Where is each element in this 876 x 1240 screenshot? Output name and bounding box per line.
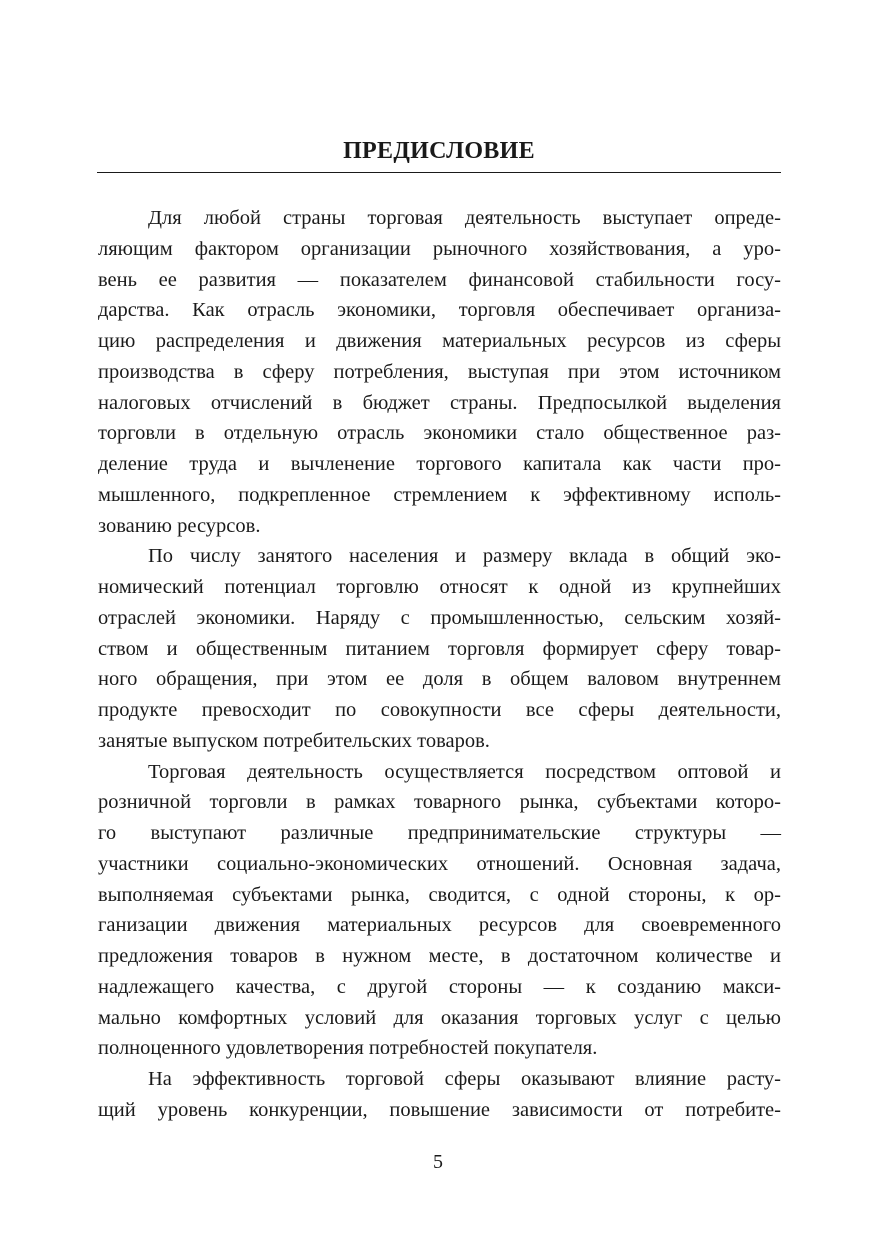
page-number: 5 xyxy=(433,1151,443,1173)
text-line: ного обращения, при этом ее доля в общем валовом внутреннем xyxy=(98,668,781,691)
text-line: производства в сферу потребления, выступая при этом источником xyxy=(98,360,781,383)
text-line: щий уровень конкуренции, повышение зависимости от потребите- xyxy=(98,1098,781,1121)
text-line: зованию ресурсов. xyxy=(98,514,261,537)
text-line: ством и общественным питанием торговля формирует сферу товар- xyxy=(98,637,781,660)
text-line: предложения товаров в нужном месте, в достаточном количестве и xyxy=(98,945,781,967)
text-line: го выступают различные предпринимательские структуры — xyxy=(98,822,781,844)
text-line: налоговых отчислений в бюджет страны. Предпосылкой выделения xyxy=(98,391,781,414)
text-line: надлежащего качества, с другой стороны — к созданию макси- xyxy=(98,975,781,998)
text-line: полноценного удовлетворения потребностей покупателя. xyxy=(98,1037,598,1060)
text-line: отраслей экономики. Наряду с промышленностью, сельским хозяй- xyxy=(98,606,781,629)
text-line: розничной торговли в рамках товарного рынка, субъектами которо- xyxy=(98,791,781,814)
text-line: мально комфортных условий для оказания торговых услуг с целью xyxy=(98,1006,781,1029)
text-line: выполняемая субъектами рынка, сводится, с одной стороны, к ор- xyxy=(98,883,781,906)
text-line: дарства. Как отрасль экономики, торговля обеспечивает организа- xyxy=(98,299,781,322)
text-line: мышленного, подкрепленное стремлением к эффективному исполь- xyxy=(98,483,781,506)
text-line: деление труда и вычленение торгового капитала как части про- xyxy=(98,453,781,475)
text-line: продукте превосходит по совокупности все сферы деятельности, xyxy=(98,699,781,721)
text-line: Торговая деятельность осуществляется посредством оптовой и xyxy=(148,760,781,783)
page-title: ПРЕДИСЛОВИЕ xyxy=(343,138,535,164)
text-line: вень ее развития — показателем финансовой стабильности госу- xyxy=(98,268,781,291)
text-line: ляющим фактором организации рыночного хозяйствования, а уро- xyxy=(98,237,781,260)
text-line: номический потенциал торговлю относят к одной из крупнейших xyxy=(98,576,781,598)
text-line: На эффективность торговой сферы оказывают влияние расту- xyxy=(148,1068,781,1090)
text-line: торговли в отдельную отрасль экономики стало общественное раз- xyxy=(98,422,781,445)
text-line: участники социально-экономических отношений. Основная задача, xyxy=(98,852,781,875)
text-line: цию распределения и движения материальных ресурсов из сферы xyxy=(98,330,781,352)
text-line: ганизации движения материальных ресурсов для своевременного xyxy=(98,914,781,937)
text-line: По числу занятого населения и размеру вклада в общий эко- xyxy=(148,545,781,568)
body-text xyxy=(98,203,781,1126)
title-underline xyxy=(97,172,781,173)
text-line: занятые выпуском потребительских товаров. xyxy=(98,729,490,752)
text-line: Для любой страны торговая деятельность выступает опреде- xyxy=(148,207,781,229)
